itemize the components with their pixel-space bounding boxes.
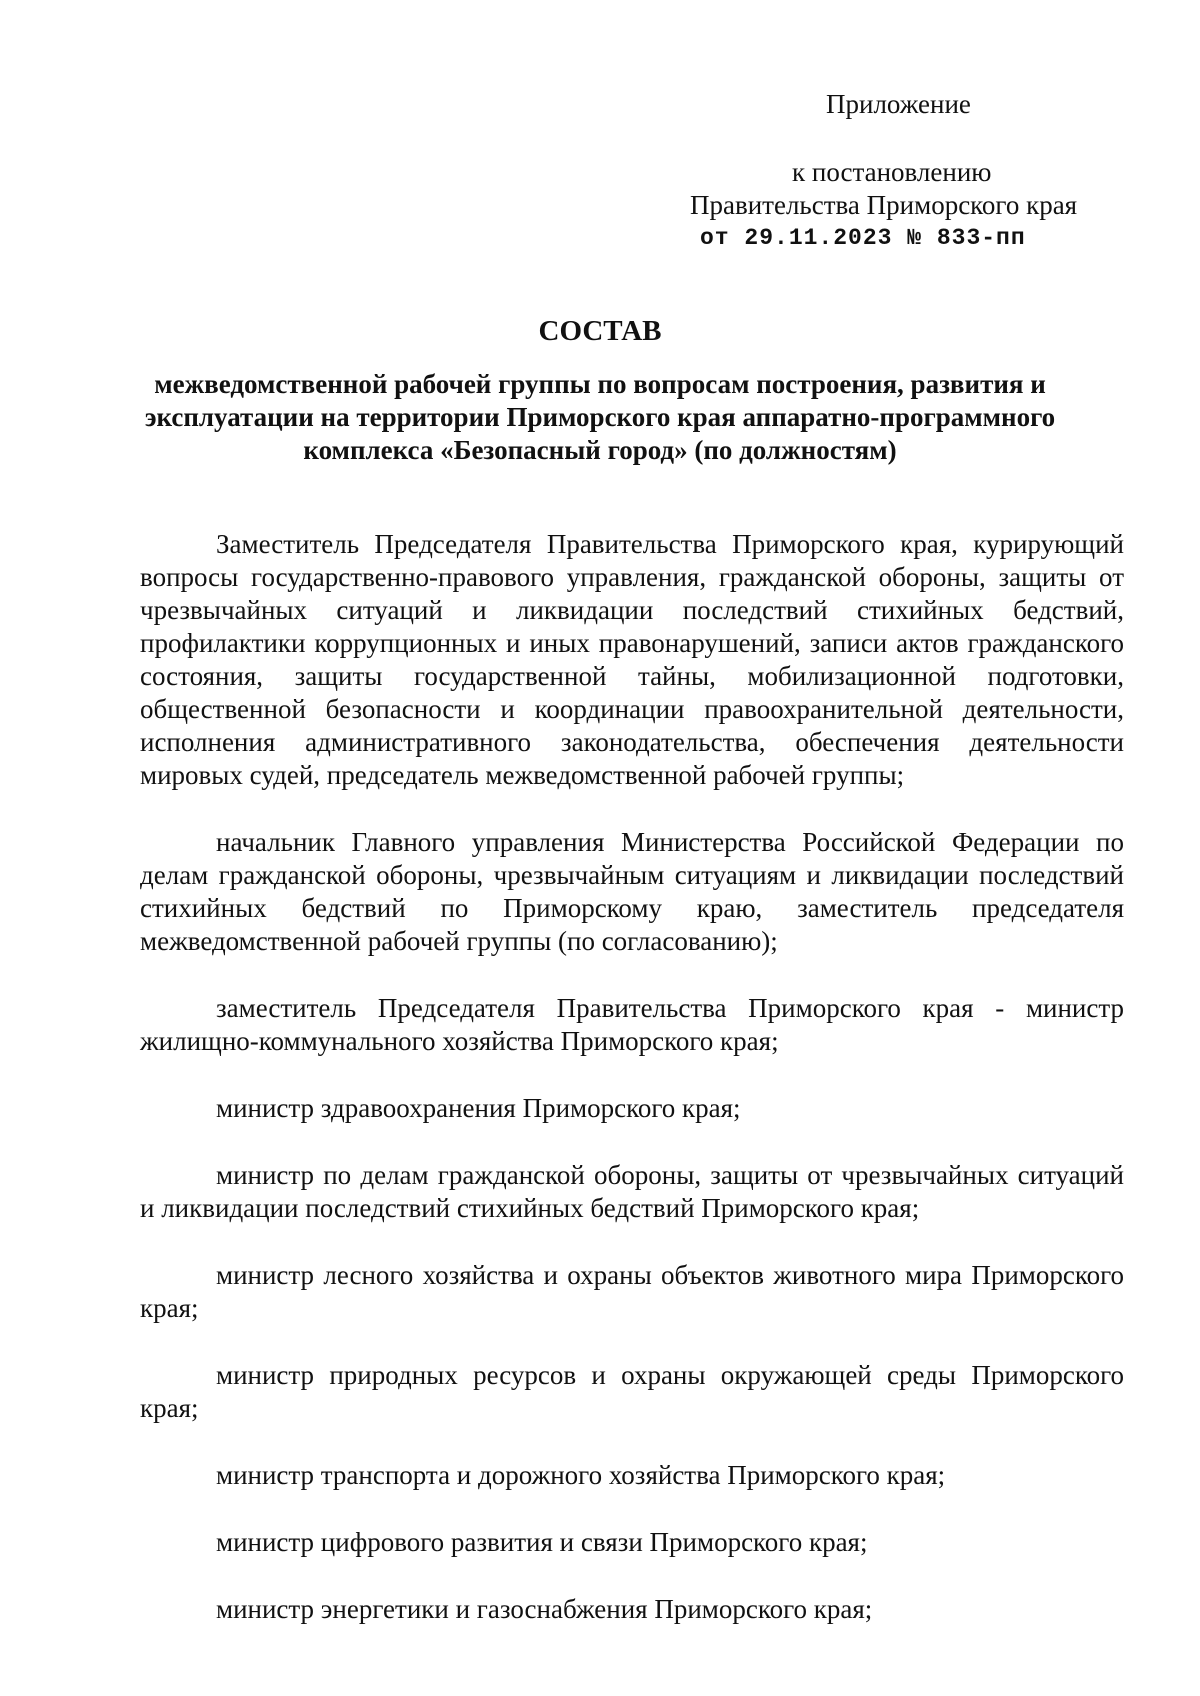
appendix-title: Приложение [826, 89, 971, 119]
member-item: министр природных ресурсов и охраны окружающей среды Приморского края; [140, 1360, 1124, 1423]
member-item: министр по делам гражданской обороны, защиты от чрезвычайных ситуаций и ликвидации последствий стихийных бедствий Приморского края; [140, 1160, 1124, 1223]
member-item: министр цифрового развития и связи Приморского края; [216, 1527, 868, 1557]
members-list [140, 528, 1124, 1660]
member-item: заместитель Председателя Правительства Приморского края - министр жилищно-коммунального хозяйства Приморского края; [140, 993, 1124, 1056]
document-title: СОСТАВ [538, 315, 662, 347]
appendix-reference-line: Правительства Приморского края [690, 190, 1078, 220]
document-subtitle: межведомственной рабочей группы по вопросам построения, развития и эксплуатации на территории Приморского края аппаратно-программного комплекса «Безопасный город» (по должностям) [144, 369, 1056, 465]
member-item: министр здравоохранения Приморского края; [216, 1093, 741, 1123]
member-item: министр транспорта и дорожного хозяйства Приморского края; [216, 1460, 946, 1490]
appendix-reference-line: к постановлению [792, 157, 992, 187]
member-item: Заместитель Председателя Правительства Приморского края, курирующий вопросы государственно-правового управления, гражданской обороны, защиты от чрезвычайных ситуаций и ликвидации последствий стихийных бедствий, профилактики коррупционных и иных правонарушений, записи актов гражданского состояния, защиты государственной тайны, мобилизационной подготовки, общественной безопасности и координации правоохранительной деятельности, исполнения административного законодательства, обеспечения деятельности мировых судей, председатель межведомственной рабочей группы; [140, 529, 1124, 790]
member-item: министр лесного хозяйства и охраны объектов животного мира Приморского края; [140, 1260, 1124, 1323]
member-item: начальник Главного управления Министерства Российской Федерации по делам гражданской обороны, чрезвычайным ситуациям и ликвидации последствий стихийных бедствий по Приморскому краю, заместитель председателя межведомственной рабочей группы (по согласованию); [140, 827, 1124, 956]
member-item: министр энергетики и газоснабжения Приморского края; [216, 1594, 873, 1624]
appendix-decree-number: от 29.11.2023 № 833-пп [700, 225, 1026, 251]
